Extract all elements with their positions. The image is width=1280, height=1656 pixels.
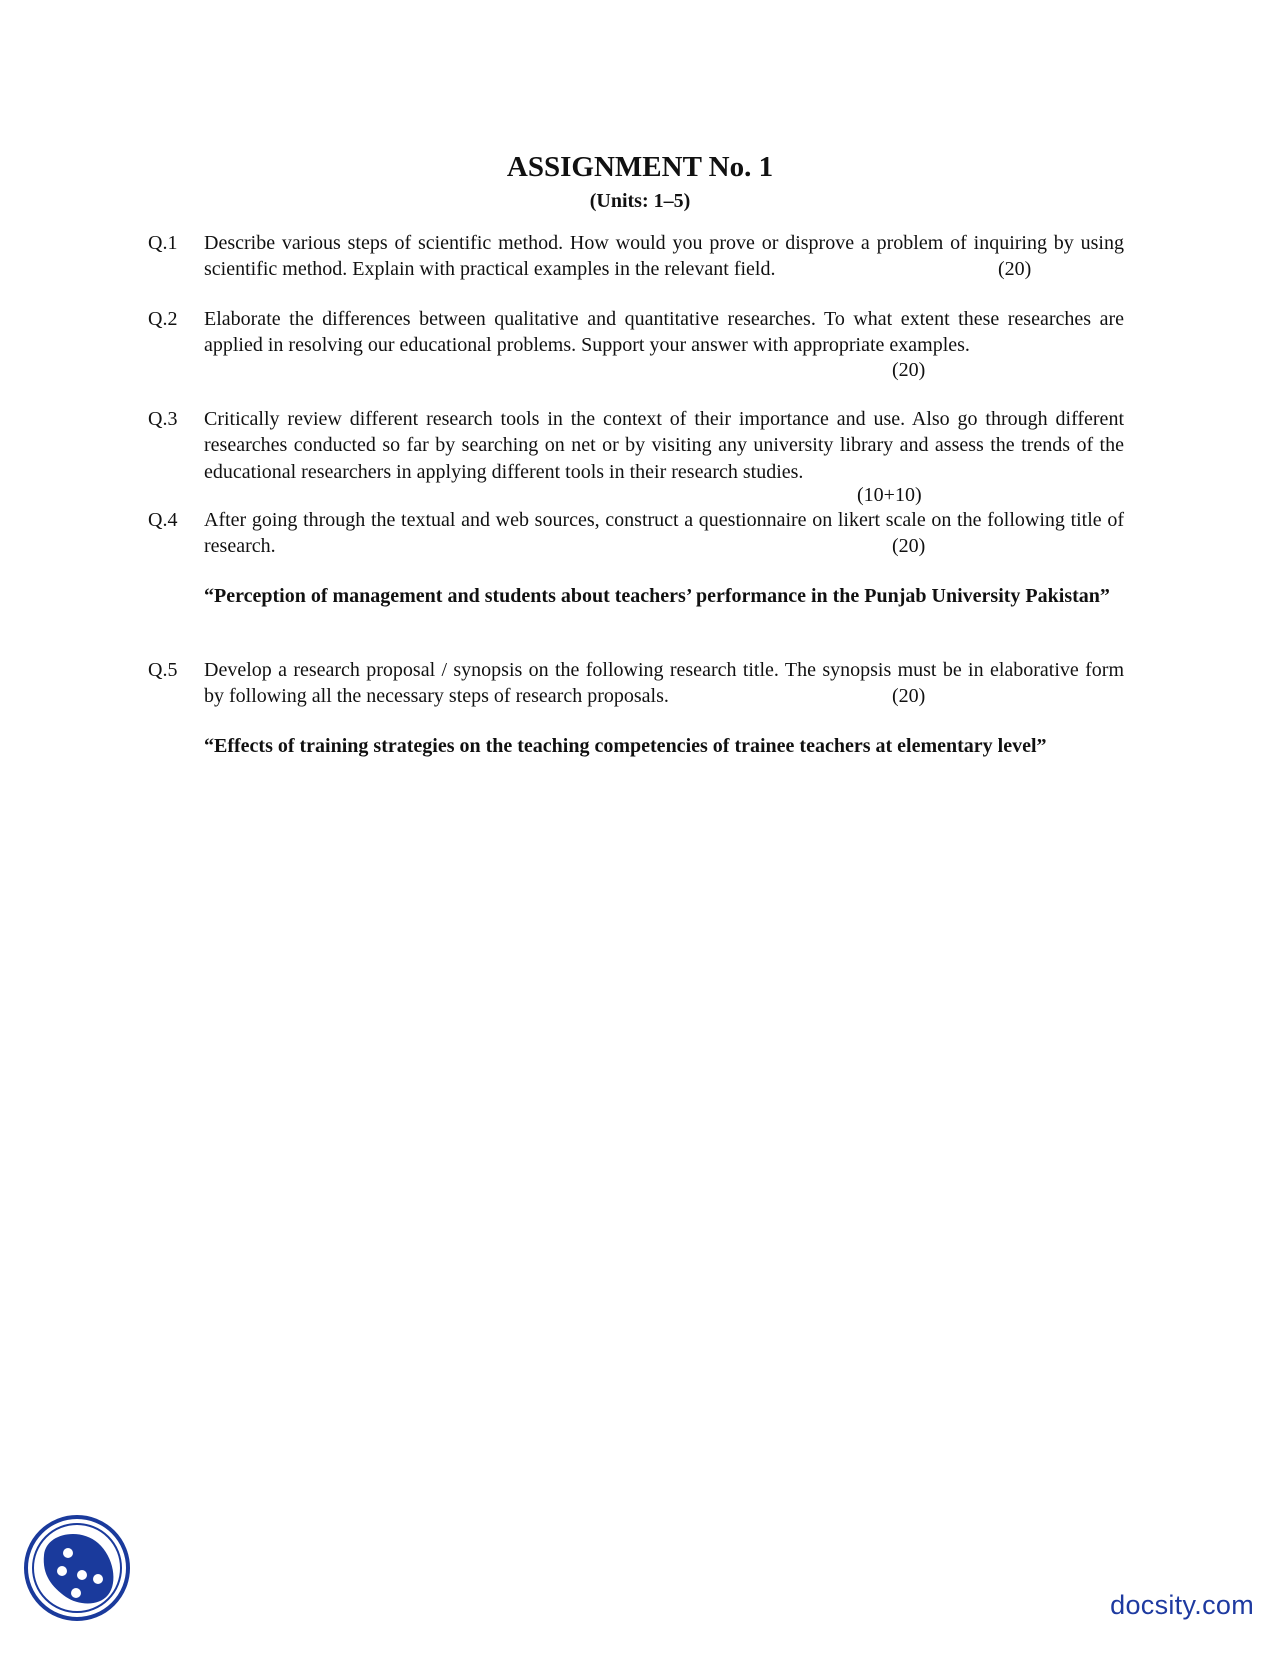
question-number: Q.1 bbox=[148, 232, 178, 254]
assignment-title: ASSIGNMENT No. 1 bbox=[506, 151, 774, 183]
question-3 bbox=[148, 406, 1124, 485]
question-text: Develop a research proposal / synopsis on the following research title. The synopsis must be in elaborative form by following all the necessary steps of research proposals. bbox=[204, 659, 1124, 708]
question-number: Q.2 bbox=[148, 308, 178, 330]
question-2 bbox=[148, 306, 1124, 359]
question-marks: (20) bbox=[892, 685, 926, 707]
question-number: Q.3 bbox=[148, 408, 178, 430]
question-1 bbox=[148, 230, 1124, 283]
question-4 bbox=[148, 507, 1124, 560]
question-marks: (20) bbox=[892, 359, 926, 381]
question-number: Q.4 bbox=[148, 509, 178, 531]
question-marks: (20) bbox=[998, 258, 1032, 280]
question-text: After going through the textual and web sources, construct a questionnaire on likert scale on the following title of research. bbox=[204, 509, 1124, 558]
question-number: Q.5 bbox=[148, 659, 178, 681]
question-text: Critically review different research tools in the context of their importance and use. Also go through different researches conducted so far by searching on net or by visiting any university library and assess the trends of the educational researchers in applying different tools in their research studies. bbox=[204, 408, 1124, 483]
assignment-subtitle: (Units: 1–5) bbox=[589, 190, 691, 212]
question-marks: (20) bbox=[892, 535, 926, 557]
research-title-q4: “Perception of management and students about teachers’ performance in the Punjab University Pakistan” bbox=[204, 585, 1110, 607]
question-text: Elaborate the differences between qualitative and quantitative researches. To what extent these researches are applied in resolving our educational problems. Support your answer with appropriate examples. bbox=[204, 308, 1124, 357]
question-5 bbox=[148, 657, 1124, 710]
research-title-q5: “Effects of training strategies on the teaching competencies of trainee teachers at elementary level” bbox=[204, 735, 1047, 757]
question-marks: (10+10) bbox=[857, 484, 922, 506]
docsity-logo-icon bbox=[22, 1513, 132, 1623]
docsity-brand-link[interactable]: docsity.com bbox=[1110, 1590, 1254, 1620]
question-text: Describe various steps of scientific method. How would you prove or disprove a problem of inquiring by using scientific method. Explain with practical examples in the relevant field. bbox=[204, 232, 1124, 281]
